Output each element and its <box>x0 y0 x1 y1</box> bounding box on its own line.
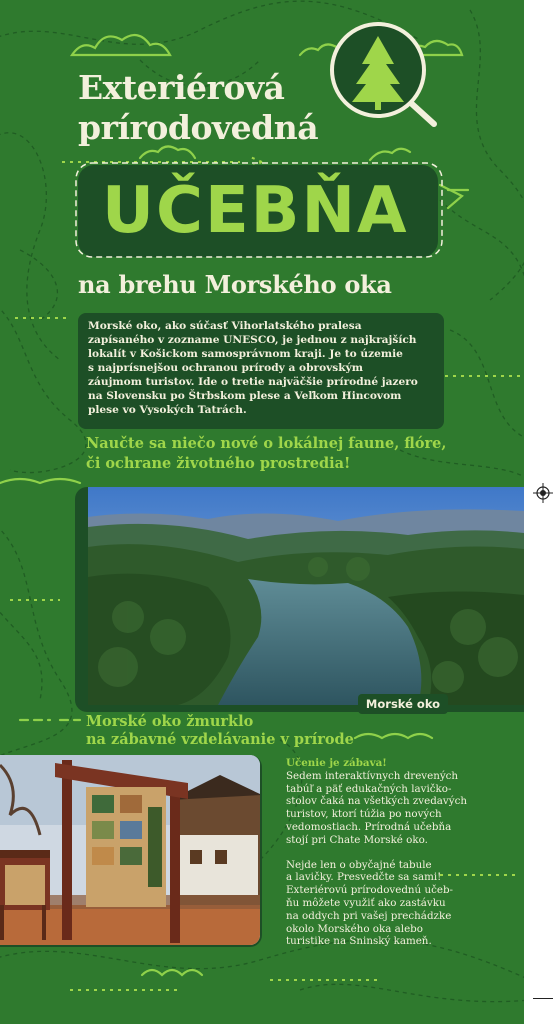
page-margin <box>524 0 553 1024</box>
info-line: okolo Morského oka alebo <box>286 922 423 935</box>
info-line: stojí pri Chate Morské oko. <box>286 833 428 846</box>
info-line: Sedem interaktívnych drevených <box>286 769 459 782</box>
callout-line-2: či ochrane životného prostredia! <box>86 455 351 472</box>
info-line: a lavičky. Presvedčte sa sami! <box>286 871 442 884</box>
lake-photo <box>88 487 524 705</box>
intro-panel <box>78 313 444 429</box>
info-line: turistov, ktorí túžia po nových <box>286 808 442 821</box>
photo-caption: Morské oko <box>358 694 448 714</box>
info-heading: Učenie je zábava! <box>286 757 387 769</box>
info-line: na oddych pri vašej prechádzke <box>286 909 452 922</box>
info-line: Nejde len o obyčajné tabule <box>286 858 432 871</box>
callout-line-1: Naučte sa niečo nové o lokálnej faune, flóre, <box>86 435 447 452</box>
callout-text <box>86 434 446 474</box>
info-line: stolov čaká na všetkých zvedavých <box>286 795 467 808</box>
section-heading-line-2: na zábavné vzdelávanie v prírode <box>86 731 354 748</box>
info-line: Exteriérovú prírodovednú učeb- <box>286 884 454 897</box>
tree-magnifier-icon <box>326 18 444 130</box>
title-line-1: Exteriérová <box>78 68 285 107</box>
main-word: UČEBŇA <box>102 174 409 248</box>
intro-line: plese vo Vysokých Tatrách. <box>88 404 247 416</box>
info-line: vedomostiach. Prírodná učebňa <box>286 820 452 833</box>
intro-line: Morské oko, ako súčasť Vihorlatského pralesa <box>88 320 362 332</box>
title-line-2: prírodovedná <box>78 108 319 147</box>
intro-line: záujmom turistov. Ide o tretie najväčšie prírodné jazero <box>88 376 418 388</box>
info-line: tabúľ a päť edukačných lavičko- <box>286 782 452 795</box>
intro-line: lokalít v Košickom samosprávnom kraji. Je to územie <box>88 348 403 360</box>
education-board-photo <box>0 755 260 945</box>
registration-mark-icon <box>533 483 553 503</box>
intro-line: s najprísnejšou ochranou prírody a obrovským <box>88 362 363 374</box>
subtitle: na brehu Morského oka <box>78 270 392 299</box>
info-text <box>286 757 522 948</box>
info-line: ňu môžete využiť ako zastávku <box>286 896 446 909</box>
info-line: turistike na Sninský kameň. <box>286 935 432 948</box>
trim-line <box>533 998 553 999</box>
section-heading <box>86 713 354 749</box>
intro-line: zapísaného v zozname UNESCO, je jednou z najkrajších <box>88 334 417 346</box>
section-heading-line-1: Morské oko žmurklo <box>86 713 254 730</box>
intro-line: na Slovensku po Štrbskom plese a Veľkom Hincovom <box>88 390 402 402</box>
